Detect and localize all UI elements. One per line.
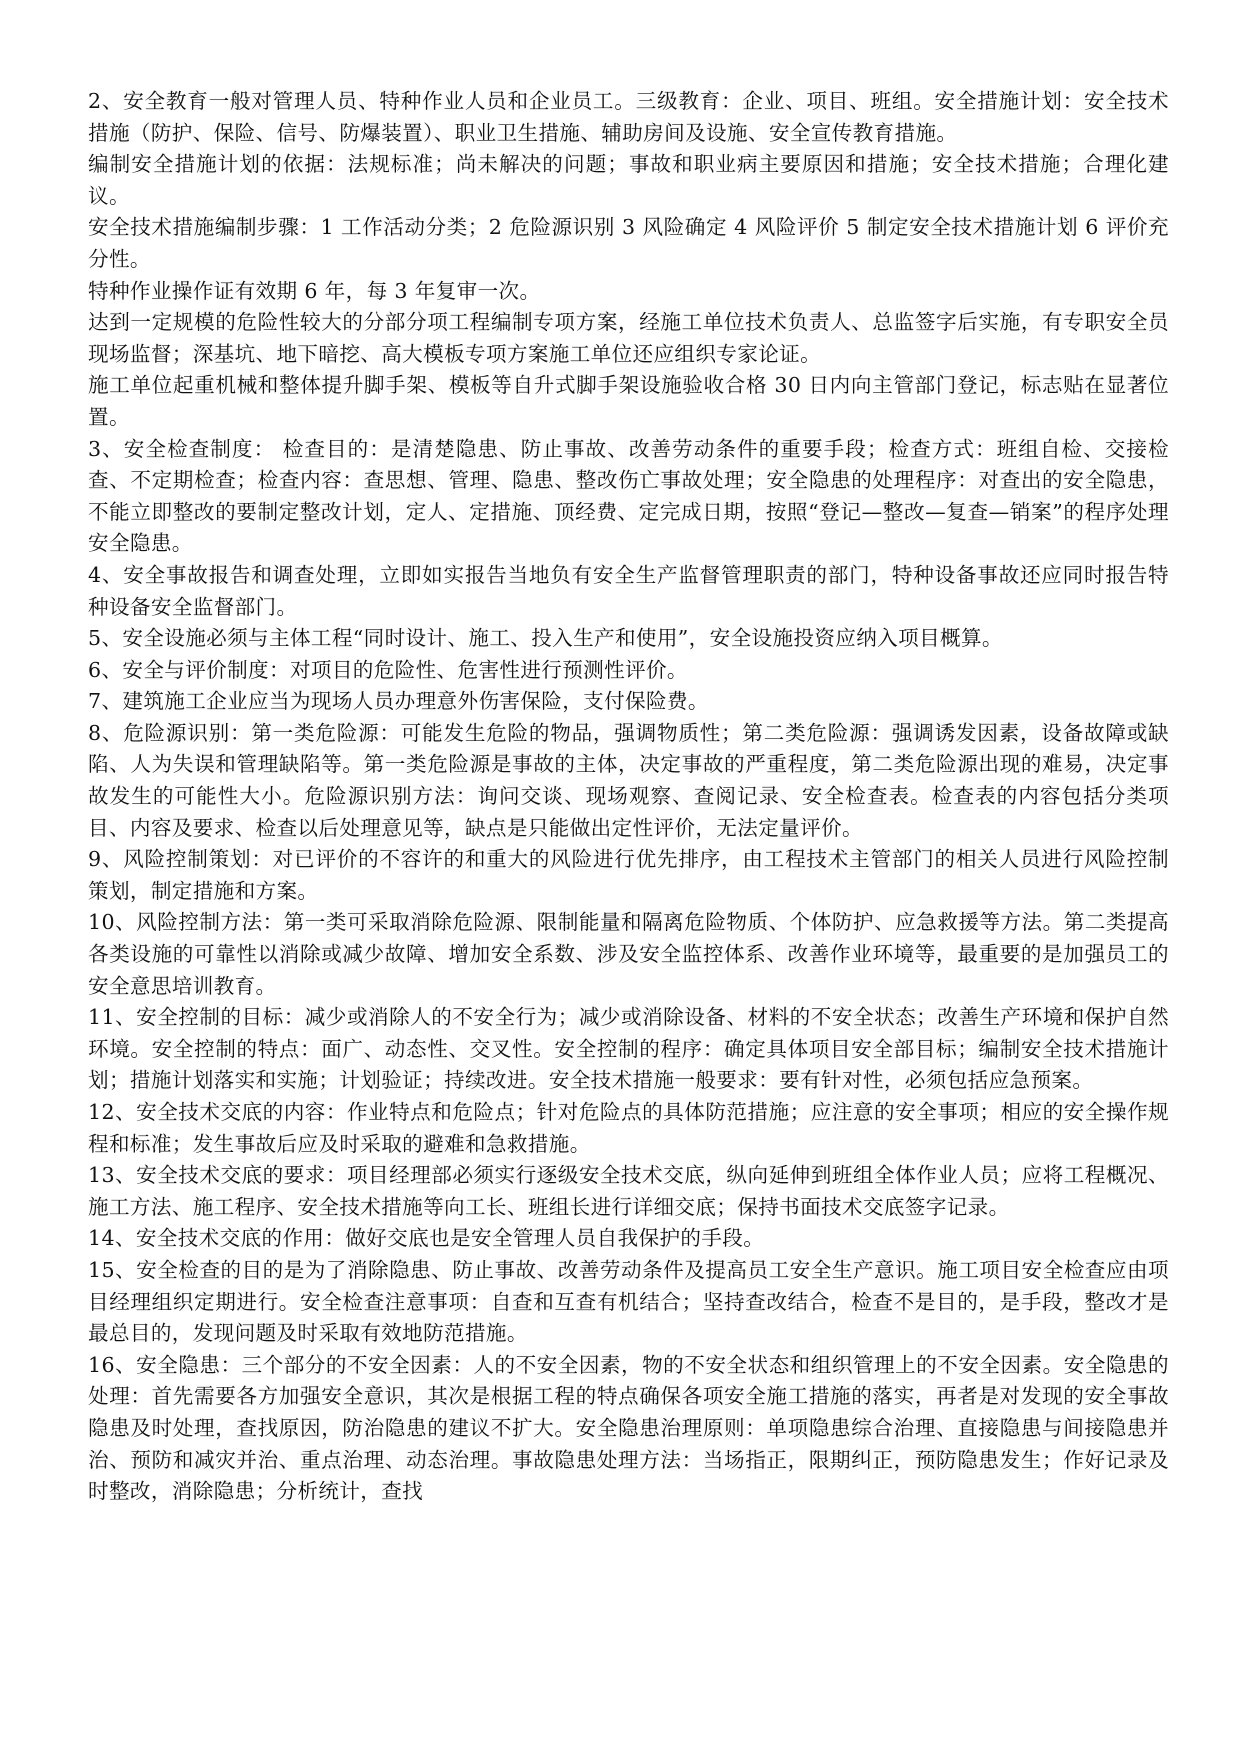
paragraph-three-simultaneous: 5、安全设施必须与主体工程“同时设计、施工、投入生产和使用”，安全设施投资应纳入项目概算。 xyxy=(88,626,1003,651)
paragraph-safety-control-goals: 11、安全控制的目标：减少或消除人的不安全行为；减少或消除设备、材料的不安全状态；改善生产环境和保护自然环境。安全控制的特点：面广、动态性、交叉性。安全控制的程序：确定具体项目安全部目标；编制安全技术措施计划；措施计划落实和实施；计划验证；持续改进。安全技术措施一般要求：要有针对性，必须包括应急预案。 xyxy=(88,1005,1169,1093)
paragraph-briefing-requirements: 13、安全技术交底的要求：项目经理部必须实行逐级安全技术交底，纵向延伸到班组全体作业人员；应将工程概况、施工方法、施工程序、安全技术措施等向工长、班组长进行详细交底；保持书面技术交底签字记录。 xyxy=(88,1163,1169,1219)
paragraph-plan-steps: 安全技术措施编制步骤：1 工作活动分类；2 危险源识别 3 风险确定 4 风险评价 5 制定安全技术措施计划 6 评价充分性。 xyxy=(88,215,1169,271)
paragraph-briefing-role: 14、安全技术交底的作用：做好交底也是安全管理人员自我保护的手段。 xyxy=(88,1226,765,1251)
paragraph-plan-basis: 编制安全措施计划的依据：法规标准；尚未解决的问题；事故和职业病主要原因和措施；安全技术措施；合理化建议。 xyxy=(88,152,1169,208)
paragraph-special-scheme: 达到一定规模的危险性较大的分部分项工程编制专项方案，经施工单位技术负责人、总监签字后实施，有专职安全员现场监督；深基坑、地下暗挖、高大模板专项方案施工单位还应组织专家论证。 xyxy=(88,310,1169,366)
paragraph-hazard-identification: 8、危险源识别：第一类危险源：可能发生危险的物品，强调物质性；第二类危险源：强调诱发因素，设备故障或缺陷、人为失误和管理缺陷等。第一类危险源是事故的主体，决定事故的严重程度，第二类危险源出现的难易，决定事故发生的可能性大小。危险源识别方法：询问交谈、现场观察、查阅记录、安全检查表。检查表的内容包括分类项目、内容及要求、检查以后处理意见等，缺点是只能做出定性评价，无法定量评价。 xyxy=(88,720,1169,840)
paragraph-insurance: 7、建筑施工企业应当为现场人员办理意外伤害保险，支付保险费。 xyxy=(88,689,709,714)
paragraph-safety-education: 2、安全教育一般对管理人员、特种作业人员和企业员工。三级教育：企业、项目、班组。安全措施计划：安全技术措施（防护、保险、信号、防爆装置）、职业卫生措施、辅助房间及设施、安全宣传教育措施。 xyxy=(88,89,1169,145)
paragraph-equipment-registration: 施工单位起重机械和整体提升脚手架、模板等自升式脚手架设施验收合格 30 日内向主管部门登记，标志贴在显著位置。 xyxy=(88,373,1169,429)
paragraph-accident-report: 4、安全事故报告和调查处理，立即如实报告当地负有安全生产监督管理职责的部门，特种设备事故还应同时报告特种设备安全监督部门。 xyxy=(88,562,1169,619)
paragraph-risk-planning: 9、风险控制策划：对已评价的不容许的和重大的风险进行优先排序，由工程技术主管部门的相关人员进行风险控制策划，制定措施和方案。 xyxy=(88,847,1169,903)
paragraph-risk-control-methods: 10、风险控制方法：第一类可采取消除危险源、限制能量和隔离危险物质、个体防护、应急救援等方法。第二类提高各类设施的可靠性以消除或减少故障、增加安全系数、涉及安全监控体系、改善作业环境等，最重要的是加强员工的安全意思培训教育。 xyxy=(88,910,1169,998)
paragraph-certificate-validity: 特种作业操作证有效期 6 年，每 3 年复审一次。 xyxy=(88,278,541,303)
paragraph-inspection-system: 3、安全检查制度： 检查目的：是清楚隐患、防止事故、改善劳动条件的重要手段；检查方式：班组自检、交接检查、不定期检查；检查内容：查思想、管理、隐患、整改伤亡事故处理；安全隐患的处理程序：对查出的安全隐患，不能立即整改的要制定整改计划，定人、定措施、顶经费、定完成日期，按照“登记—整改—复查—销案”的程序处理安全隐患。 xyxy=(88,436,1169,556)
paragraph-inspection-purpose: 15、安全检查的目的是为了消除隐患、防止事故、改善劳动条件及提高员工安全生产意识。施工项目安全检查应由项目经理组织定期进行。安全检查注意事项：自查和互查有机结合；坚持查改结合，检查不是目的，是手段，整改才是最总目的，发现问题及时采取有效地防范措施。 xyxy=(88,1257,1169,1346)
paragraph-evaluation-system: 6、安全与评价制度：对项目的危险性、危害性进行预测性评价。 xyxy=(88,657,688,682)
paragraph-briefing-content: 12、安全技术交底的内容：作业特点和危险点；针对危险点的具体防范措施；应注意的安全事项；相应的安全操作规程和标准；发生事故后应及时采取的避难和急救措施。 xyxy=(88,1100,1169,1156)
paragraph-hidden-dangers: 16、安全隐患：三个部分的不安全因素：人的不安全因素，物的不安全状态和组织管理上的不安全因素。安全隐患的处理：首先需要各方加强安全意识，其次是根据工程的特点确保各项安全施工措施的落实，再者是对发现的安全事故隐患及时处理，查找原因，防治隐患的建议不扩大。安全隐患治理原则：单项隐患综合治理、直接隐患与间接隐患并治、预防和减灾并治、重点治理、动态治理。事故隐患处理方法：当场指正，限期纠正，预防隐患发生；作好记录及时整改，消除隐患；分析统计，查找 xyxy=(88,1352,1169,1504)
